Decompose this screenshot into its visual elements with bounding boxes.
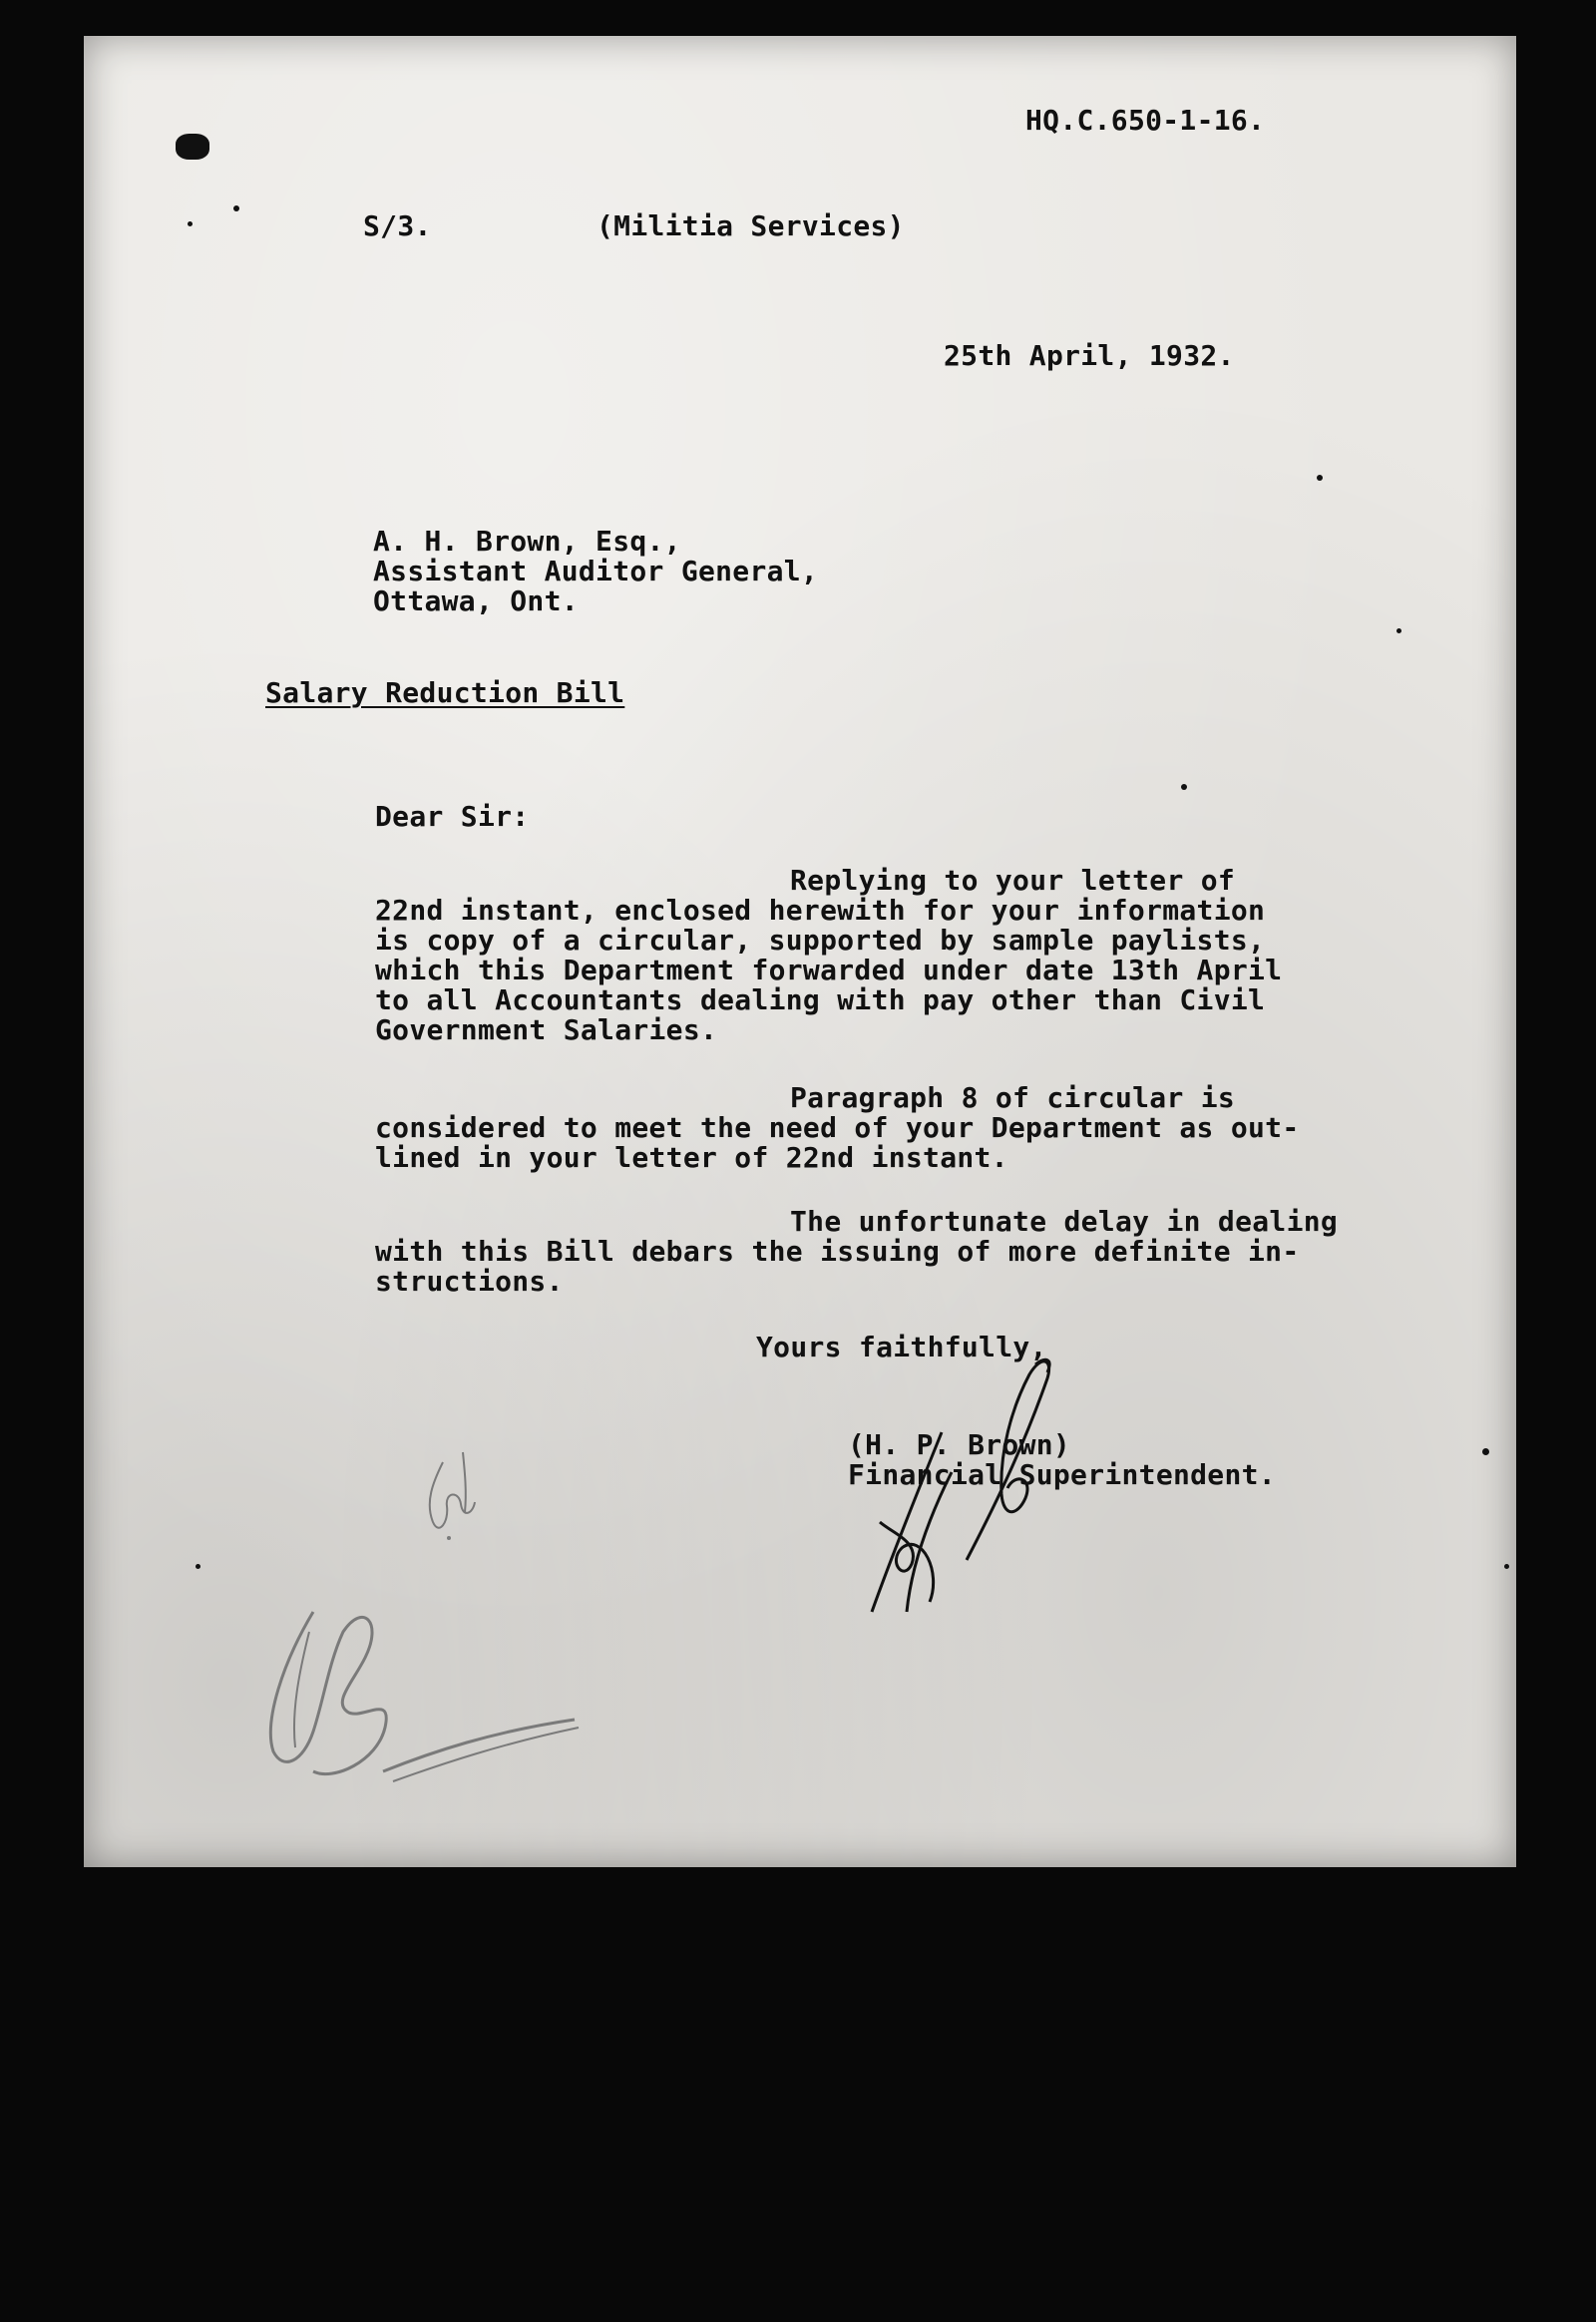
- paragraph-1-line: is copy of a circular, supported by sample paylists,: [375, 924, 1266, 957]
- ink-speck: [1482, 1448, 1489, 1455]
- paragraph-3-line: with this Bill debars the issuing of more definite in-: [375, 1235, 1300, 1268]
- addressee-location: Ottawa, Ont.: [373, 584, 579, 617]
- paragraph-1-line: 22nd instant, enclosed herewith for your information: [375, 894, 1266, 927]
- ink-speck: [1504, 1564, 1509, 1569]
- letter-date: 25th April, 1932.: [944, 339, 1235, 372]
- ink-speck: [1317, 475, 1323, 481]
- signature-handwritten: [802, 1313, 1161, 1672]
- ink-speck: [196, 1564, 200, 1569]
- paragraph-2-line: Paragraph 8 of circular is: [790, 1081, 1236, 1114]
- salutation: Dear Sir:: [375, 800, 530, 833]
- signatory-name: (H. P. Brown): [848, 1428, 1071, 1461]
- paragraph-3-line: The unfortunate delay in dealing: [790, 1205, 1339, 1238]
- ink-speck: [1396, 628, 1401, 633]
- service-heading: (Militia Services): [597, 209, 905, 242]
- closing: Yours faithfully,: [756, 1331, 1047, 1363]
- file-reference: HQ.C.650-1-16.: [1025, 104, 1266, 137]
- signatory-title: Financial Superintendent.: [848, 1458, 1276, 1491]
- addressee-title: Assistant Auditor General,: [373, 555, 819, 587]
- class-code: S/3.: [363, 209, 432, 242]
- pencil-flourish: [243, 1572, 602, 1811]
- paragraph-1-line: Government Salaries.: [375, 1013, 718, 1046]
- paragraph-3-line: structions.: [375, 1265, 564, 1298]
- addressee-name: A. H. Brown, Esq.,: [373, 525, 681, 558]
- paragraph-2-line: lined in your letter of 22nd instant.: [375, 1141, 1008, 1174]
- paragraph-1-line: which this Department forwarded under date 13th April: [375, 954, 1283, 986]
- paragraph-1-line: to all Accountants dealing with pay other than Civil: [375, 983, 1266, 1016]
- pencil-initials: [403, 1442, 493, 1552]
- ink-speck: [188, 221, 193, 226]
- paragraph-2-line: considered to meet the need of your Department as out-: [375, 1111, 1300, 1144]
- subject-line: Salary Reduction Bill: [265, 676, 625, 709]
- letter-page: [84, 36, 1516, 1867]
- ink-speck: [233, 205, 239, 211]
- paragraph-1-line: Replying to your letter of: [790, 864, 1236, 897]
- ink-speck: [1181, 784, 1187, 790]
- ink-blot: [176, 134, 209, 160]
